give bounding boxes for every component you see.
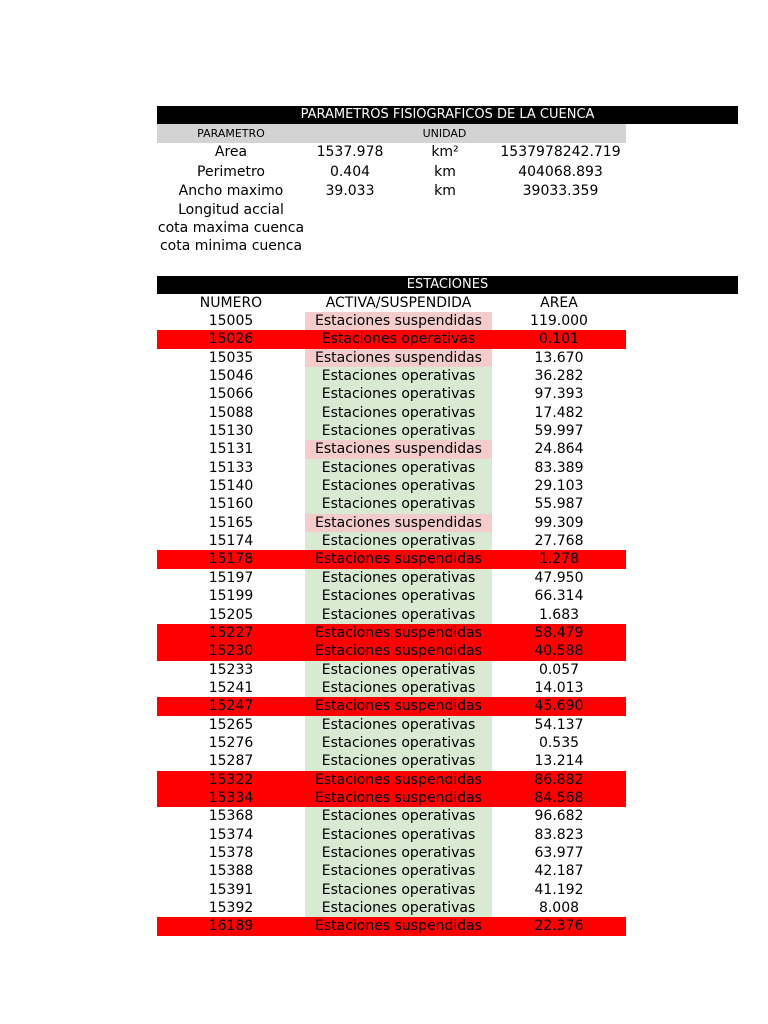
- station-status: Estaciones operativas: [305, 330, 492, 348]
- table-row: [157, 385, 626, 403]
- station-area: 1.278: [538, 551, 580, 568]
- station-status: Estaciones suspendidas: [305, 642, 492, 660]
- station-status: Estaciones operativas: [305, 477, 492, 495]
- station-status: Estaciones suspendidas: [305, 789, 492, 807]
- table-row: [157, 550, 626, 568]
- stations-title-bar: [157, 276, 738, 294]
- param-extra: 39033.359: [522, 183, 599, 199]
- unit-header-label: UNIDAD: [422, 127, 467, 140]
- params-header-row: [157, 124, 626, 143]
- station-area: 13.214: [534, 753, 584, 770]
- table-row: [157, 807, 626, 825]
- table-row: [157, 569, 626, 587]
- station-status: Estaciones operativas: [305, 844, 492, 862]
- station-number: 15265: [208, 716, 254, 733]
- param-value: 1537.978: [316, 144, 384, 160]
- table-row: [157, 606, 626, 624]
- station-area: 97.393: [534, 386, 584, 403]
- table-row: [157, 917, 626, 935]
- table-row: [157, 789, 626, 807]
- station-status: Estaciones operativas: [305, 404, 492, 422]
- station-area: 42.187: [534, 863, 584, 880]
- table-row: [157, 440, 626, 458]
- station-number: 15066: [208, 386, 254, 403]
- station-number: 15378: [208, 844, 254, 861]
- station-area: 86.882: [534, 771, 584, 788]
- station-number: 15388: [208, 863, 254, 880]
- station-status: Estaciones operativas: [305, 881, 492, 899]
- table-row: [157, 642, 626, 660]
- station-number: 15276: [208, 734, 254, 751]
- param-row: [157, 219, 626, 238]
- station-number: 16189: [208, 918, 254, 935]
- station-area: 119.000: [530, 313, 588, 329]
- params-title-bar: [157, 106, 738, 124]
- station-area: 63.977: [534, 844, 584, 861]
- table-row: [157, 495, 626, 513]
- station-area: 54.137: [534, 716, 584, 733]
- param-unit: km: [434, 183, 456, 199]
- station-area: 45.690: [534, 698, 584, 715]
- station-number: 15140: [208, 478, 254, 495]
- station-area: 0.101: [538, 331, 580, 348]
- station-status: Estaciones operativas: [305, 752, 492, 770]
- station-status: Estaciones suspendidas: [305, 624, 492, 642]
- station-status: Estaciones operativas: [305, 679, 492, 697]
- station-area: 13.670: [534, 349, 584, 366]
- station-area: 22.376: [534, 918, 584, 935]
- station-number: 15005: [208, 313, 254, 329]
- param-row: [157, 182, 626, 201]
- station-number: 15046: [208, 368, 254, 385]
- table-row: [157, 404, 626, 422]
- station-number: 15197: [208, 569, 254, 586]
- station-area: 24.864: [534, 441, 584, 458]
- station-status: Estaciones suspendidas: [305, 771, 492, 789]
- table-row: [157, 624, 626, 642]
- station-status: Estaciones suspendidas: [305, 697, 492, 715]
- station-status: Estaciones operativas: [305, 495, 492, 513]
- station-area: 0.057: [538, 661, 580, 678]
- param-name: Area: [214, 144, 248, 160]
- station-number: 15178: [208, 551, 254, 568]
- station-area: 41.192: [534, 881, 584, 898]
- param-row: [157, 143, 626, 162]
- stations-table: [157, 312, 626, 936]
- station-status: Estaciones operativas: [305, 569, 492, 587]
- station-area: 14.013: [534, 679, 584, 696]
- station-status: Estaciones operativas: [305, 587, 492, 605]
- param-name: Longitud accial: [178, 202, 284, 218]
- station-number: 15368: [208, 808, 254, 825]
- station-status: Estaciones suspendidas: [305, 349, 492, 367]
- station-number: 15391: [208, 881, 254, 898]
- station-area: 27.768: [534, 533, 584, 550]
- table-row: [157, 716, 626, 734]
- station-area: 96.682: [534, 808, 584, 825]
- table-row: [157, 661, 626, 679]
- station-status: Estaciones operativas: [305, 862, 492, 880]
- station-number: 15131: [208, 441, 254, 458]
- table-row: [157, 899, 626, 917]
- station-area: 29.103: [534, 478, 584, 495]
- station-number: 15287: [208, 753, 254, 770]
- station-status: Estaciones operativas: [305, 385, 492, 403]
- station-number: 15026: [208, 331, 254, 348]
- station-status: Estaciones operativas: [305, 826, 492, 844]
- station-area: 83.823: [534, 826, 584, 843]
- numero-header: NUMERO: [199, 295, 263, 311]
- station-status: Estaciones suspendidas: [305, 312, 492, 330]
- stations-header-row: [157, 294, 626, 312]
- station-area: 58.479: [534, 624, 584, 641]
- station-number: 15088: [208, 404, 254, 421]
- table-row: [157, 422, 626, 440]
- station-number: 15174: [208, 533, 254, 550]
- estado-header: ACTIVA/SUSPENDIDA: [325, 295, 472, 311]
- param-extra: 404068.893: [518, 164, 603, 180]
- table-row: [157, 881, 626, 899]
- table-row: [157, 367, 626, 385]
- station-number: 15165: [208, 514, 254, 531]
- param-extra: 1537978242.719: [500, 144, 621, 160]
- area-header: AREA: [540, 295, 578, 311]
- params-title: PARAMETROS FISIOGRAFICOS DE LA CUENCA: [300, 107, 595, 122]
- station-status: Estaciones operativas: [305, 899, 492, 917]
- station-number: 15241: [208, 679, 254, 696]
- station-status: Estaciones operativas: [305, 367, 492, 385]
- station-area: 99.309: [534, 514, 584, 531]
- station-area: 40.588: [534, 643, 584, 660]
- station-status: Estaciones operativas: [305, 661, 492, 679]
- station-number: 15160: [208, 496, 254, 513]
- station-number: 15035: [208, 349, 254, 366]
- table-row: [157, 330, 626, 348]
- table-row: [157, 349, 626, 367]
- station-status: Estaciones operativas: [305, 716, 492, 734]
- station-status: Estaciones suspendidas: [305, 550, 492, 568]
- param-row: [157, 201, 626, 220]
- station-number: 15392: [208, 900, 254, 916]
- station-status: Estaciones suspendidas: [305, 514, 492, 532]
- table-row: [157, 844, 626, 862]
- station-area: 1.683: [538, 606, 580, 623]
- param-name: cota minima cuenca: [159, 238, 303, 254]
- table-row: [157, 771, 626, 789]
- station-number: 15130: [208, 423, 254, 440]
- table-row: [157, 477, 626, 495]
- table-row: [157, 514, 626, 532]
- station-area: 36.282: [534, 368, 584, 385]
- table-row: [157, 532, 626, 550]
- table-row: [157, 752, 626, 770]
- station-number: 15247: [208, 698, 254, 715]
- station-status: Estaciones operativas: [305, 422, 492, 440]
- station-area: 47.950: [534, 569, 584, 586]
- param-name: cota maxima cuenca: [157, 220, 305, 236]
- table-row: [157, 312, 626, 330]
- table-row: [157, 459, 626, 477]
- station-area: 8.008: [538, 900, 580, 916]
- param-name: Perimetro: [197, 164, 265, 180]
- station-number: 15233: [208, 661, 254, 678]
- station-number: 15199: [208, 588, 254, 605]
- param-row: [157, 237, 626, 256]
- station-number: 15133: [208, 459, 254, 476]
- station-number: 15322: [208, 771, 254, 788]
- station-number: 15230: [208, 643, 254, 660]
- station-area: 0.535: [538, 734, 580, 751]
- station-area: 55.987: [534, 496, 584, 513]
- param-value: 39.033: [325, 183, 375, 199]
- station-number: 15334: [208, 789, 254, 806]
- station-status: Estaciones suspendidas: [305, 440, 492, 458]
- station-status: Estaciones operativas: [305, 532, 492, 550]
- station-status: Estaciones operativas: [305, 459, 492, 477]
- table-row: [157, 862, 626, 880]
- stations-title: ESTACIONES: [406, 277, 489, 292]
- param-row: [157, 163, 626, 182]
- station-area: 84.568: [534, 789, 584, 806]
- param-value: 0.404: [329, 164, 371, 180]
- param-name: Ancho maximo: [178, 183, 284, 199]
- station-area: 59.997: [534, 423, 584, 440]
- table-row: [157, 587, 626, 605]
- station-number: 15227: [208, 624, 254, 641]
- station-area: 17.482: [534, 404, 584, 421]
- station-status: Estaciones suspendidas: [305, 917, 492, 935]
- table-row: [157, 697, 626, 715]
- table-row: [157, 734, 626, 752]
- station-area: 83.389: [534, 459, 584, 476]
- param-header-label: PARAMETRO: [197, 127, 265, 140]
- station-status: Estaciones operativas: [305, 606, 492, 624]
- station-area: 66.314: [534, 588, 584, 605]
- param-unit: km: [434, 164, 456, 180]
- param-unit: km²: [431, 144, 459, 160]
- station-status: Estaciones operativas: [305, 734, 492, 752]
- station-status: Estaciones operativas: [305, 807, 492, 825]
- table-row: [157, 826, 626, 844]
- station-number: 15374: [208, 826, 254, 843]
- station-number: 15205: [208, 606, 254, 623]
- table-row: [157, 679, 626, 697]
